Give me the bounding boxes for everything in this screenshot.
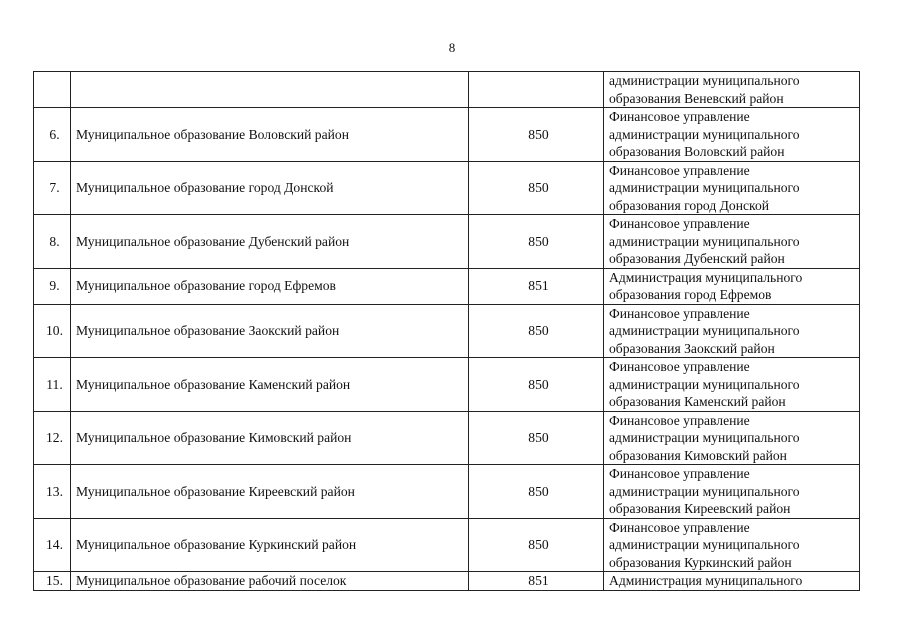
municipality-name: Муниципальное образование город Донской (71, 161, 469, 215)
row-number: 15. (34, 572, 71, 591)
administrator-line: образования Дубенский район (609, 251, 785, 266)
administrator-line: Финансовое управление (609, 162, 750, 178)
page-number: 8 (448, 40, 456, 55)
row-number: 6. (34, 108, 71, 162)
table-row (34, 268, 860, 304)
administrator-name (604, 215, 860, 269)
row-number (34, 72, 71, 108)
administrator-line: Финансовое управление (609, 359, 750, 374)
municipality-name: Муниципальное образование Кимовский район (71, 411, 469, 465)
administrator-name (604, 518, 860, 572)
administrator-line: образования город Донской (609, 197, 770, 213)
administrator-line: Администрация муниципального (609, 269, 803, 285)
administrator-line: образования Каменский район (609, 394, 786, 409)
table-row (34, 215, 860, 269)
table-row (34, 108, 860, 162)
administrator-line: администрации муниципального (609, 376, 800, 392)
administrator-line: администрации муниципального (609, 323, 800, 338)
municipality-name: Муниципальное образование Заокский район (71, 304, 469, 358)
table-row (34, 411, 860, 465)
admin-code: 850 (469, 518, 604, 572)
administrator-line: администрации муниципального (609, 537, 800, 552)
table-row (34, 358, 860, 412)
row-number: 11. (34, 358, 71, 412)
municipality-name: Муниципальное образование Воловский район (71, 108, 469, 162)
administrator-line: администрации муниципального (609, 430, 800, 445)
municipality-name: Муниципальное образование Киреевский район (71, 465, 469, 519)
administrator-line: администрации муниципального (609, 126, 800, 142)
administrator-name (604, 72, 860, 108)
administrator-line: образования Кимовский район (609, 447, 787, 463)
administrator-name (604, 465, 860, 519)
row-number: 13. (34, 465, 71, 519)
administrator-name (604, 572, 860, 591)
administrator-name (604, 268, 860, 304)
administrator-line: образования Киреевский район (609, 501, 791, 516)
admin-code: 851 (469, 572, 604, 591)
administrator-line: администрации муниципального (609, 73, 800, 88)
admin-code: 850 (469, 215, 604, 269)
admin-code: 850 (469, 465, 604, 519)
administrator-name (604, 304, 860, 358)
row-number: 9. (34, 268, 71, 304)
municipality-name: Муниципальное образование Куркинский район (71, 518, 469, 572)
administrator-line: Финансовое управление (609, 412, 750, 428)
administrator-line: администрации муниципального (609, 180, 800, 195)
row-number: 10. (34, 304, 71, 358)
administrator-line: администрации муниципального (609, 483, 800, 499)
administrator-line: Финансовое управление (609, 466, 750, 481)
admin-code: 850 (469, 161, 604, 215)
administrator-name (604, 358, 860, 412)
table-row (34, 572, 860, 591)
administrator-name (604, 161, 860, 215)
table-row (34, 161, 860, 215)
municipality-name (71, 72, 469, 108)
administrator-name (604, 411, 860, 465)
administrator-line: Финансовое управление (609, 305, 750, 321)
table-row (34, 465, 860, 519)
admin-code: 850 (469, 411, 604, 465)
administrator-line: Финансовое управление (609, 519, 750, 535)
administrator-line: образования Воловский район (609, 144, 785, 159)
row-number: 14. (34, 518, 71, 572)
admin-code: 850 (469, 304, 604, 358)
table-body (34, 72, 860, 591)
table-row (34, 518, 860, 572)
municipality-name: Муниципальное образование рабочий поселок (71, 572, 469, 591)
admin-code (469, 72, 604, 108)
administrator-line: образования город Ефремов (609, 287, 772, 302)
row-number: 12. (34, 411, 71, 465)
table-row (34, 72, 860, 108)
row-number: 7. (34, 161, 71, 215)
municipality-name: Муниципальное образование город Ефремов (71, 268, 469, 304)
administrator-line: образования Веневский район (609, 90, 784, 106)
administrator-line: образования Заокский район (609, 340, 775, 356)
row-number: 8. (34, 215, 71, 269)
admin-table (33, 71, 860, 591)
municipality-name: Муниципальное образование Каменский район (71, 358, 469, 412)
administrator-line: Финансовое управление (609, 216, 750, 231)
admin-code: 850 (469, 108, 604, 162)
administrator-line: образования Куркинский район (609, 554, 792, 570)
administrator-line: Администрация муниципального (609, 573, 803, 588)
administrator-line: Финансовое управление (609, 109, 750, 124)
admin-code: 850 (469, 358, 604, 412)
admin-code: 851 (469, 268, 604, 304)
municipality-name: Муниципальное образование Дубенский район (71, 215, 469, 269)
table-row (34, 304, 860, 358)
administrator-line: администрации муниципального (609, 233, 800, 249)
administrator-name (604, 108, 860, 162)
